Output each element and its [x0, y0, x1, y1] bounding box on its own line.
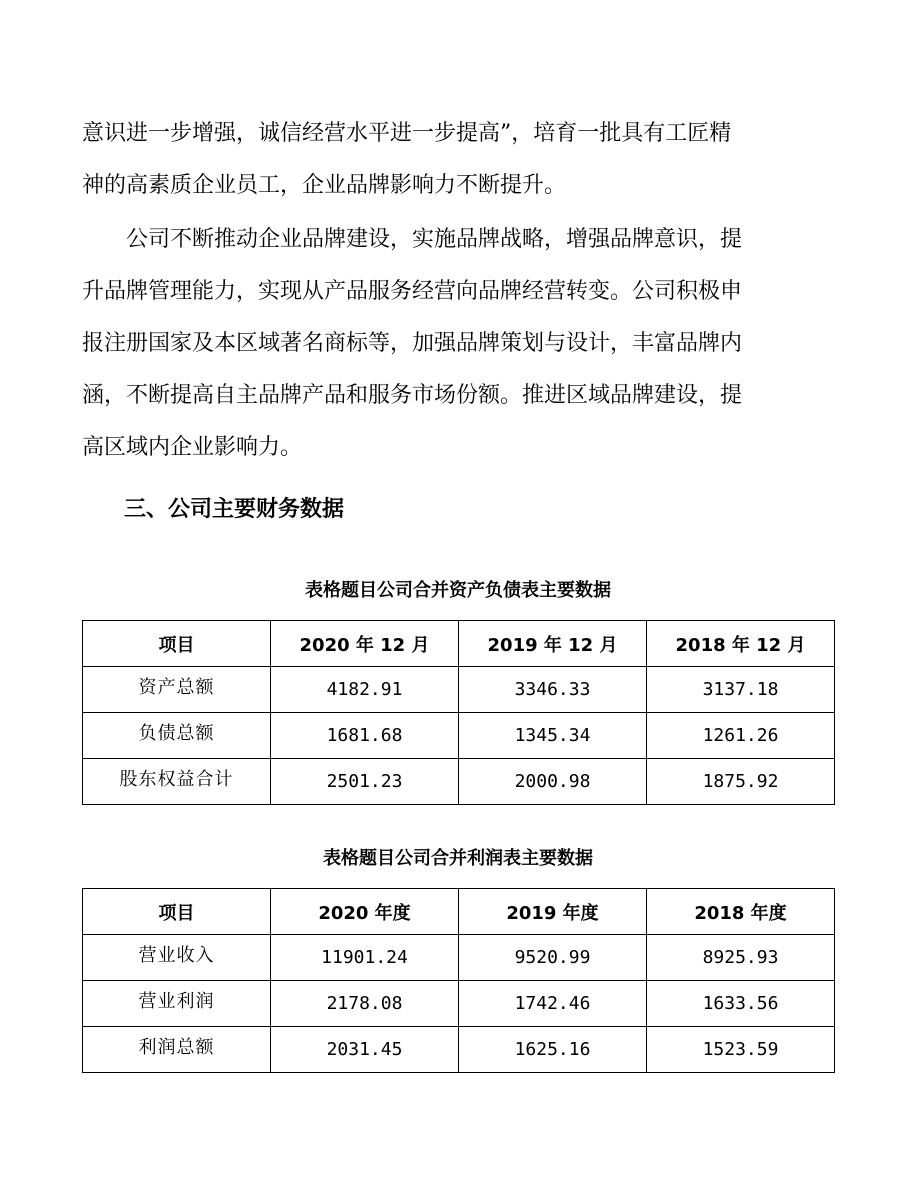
header-cell: 项目	[83, 621, 271, 667]
income-table-caption: 表格题目公司合并利润表主要数据	[323, 848, 593, 869]
text-line: 神的高素质企业员工，企业品牌影响力不断提升。	[82, 173, 567, 198]
table-header-row	[83, 889, 835, 935]
table-header-row	[83, 621, 835, 667]
row-label: 资产总额	[83, 667, 271, 713]
row-label: 营业收入	[83, 935, 271, 981]
header-cell: 2020 年度	[271, 889, 459, 935]
table-row	[83, 981, 835, 1027]
table-row	[83, 1027, 835, 1073]
value-cell: 1261.26	[647, 713, 835, 759]
value-cell: 3346.33	[459, 667, 647, 713]
header-cell: 2018 年 12 月	[647, 621, 835, 667]
table-row	[83, 759, 835, 805]
value-cell: 11901.24	[271, 935, 459, 981]
text-line: 公司不断推动企业品牌建设，实施品牌战略，增强品牌意识，提	[126, 227, 743, 252]
header-cell: 2019 年度	[459, 889, 647, 935]
header-cell: 2020 年 12 月	[271, 621, 459, 667]
text-line: 意识进一步增强，诚信经营水平进一步提高”，培育一批具有工匠精	[82, 121, 732, 146]
value-cell: 8925.93	[647, 935, 835, 981]
value-cell: 1523.59	[647, 1027, 835, 1073]
table-row	[83, 935, 835, 981]
text-line: 高区域内企业影响力。	[82, 435, 303, 460]
value-cell: 1345.34	[459, 713, 647, 759]
paragraph-brand-strategy	[82, 214, 822, 474]
paragraph-brand-awareness	[82, 108, 822, 212]
value-cell: 1633.56	[647, 981, 835, 1027]
row-label: 负债总额	[83, 713, 271, 759]
value-cell: 2000.98	[459, 759, 647, 805]
row-label: 股东权益合计	[83, 759, 271, 805]
value-cell: 1742.46	[459, 981, 647, 1027]
text-line: 涵，不断提高自主品牌产品和服务市场份额。推进区域品牌建设，提	[82, 383, 743, 408]
header-cell: 2019 年 12 月	[459, 621, 647, 667]
table-row	[83, 667, 835, 713]
value-cell: 2501.23	[271, 759, 459, 805]
text-line: 报注册国家及本区域著名商标等，加强品牌策划与设计，丰富品牌内	[82, 331, 743, 356]
section-heading-financial-data: 三、公司主要财务数据	[124, 497, 345, 522]
value-cell: 1681.68	[271, 713, 459, 759]
table-row	[83, 713, 835, 759]
value-cell: 3137.18	[647, 667, 835, 713]
row-label: 利润总额	[83, 1027, 271, 1073]
balance-table-caption: 表格题目公司合并资产负债表主要数据	[305, 580, 611, 601]
balance-sheet-table	[82, 620, 835, 805]
value-cell: 4182.91	[271, 667, 459, 713]
row-label: 营业利润	[83, 981, 271, 1027]
value-cell: 9520.99	[459, 935, 647, 981]
text-line: 升品牌管理能力，实现从产品服务经营向品牌经营转变。公司积极申	[82, 279, 743, 304]
header-cell: 2018 年度	[647, 889, 835, 935]
header-cell: 项目	[83, 889, 271, 935]
income-statement-table	[82, 888, 835, 1073]
value-cell: 2031.45	[271, 1027, 459, 1073]
value-cell: 1875.92	[647, 759, 835, 805]
value-cell: 1625.16	[459, 1027, 647, 1073]
value-cell: 2178.08	[271, 981, 459, 1027]
